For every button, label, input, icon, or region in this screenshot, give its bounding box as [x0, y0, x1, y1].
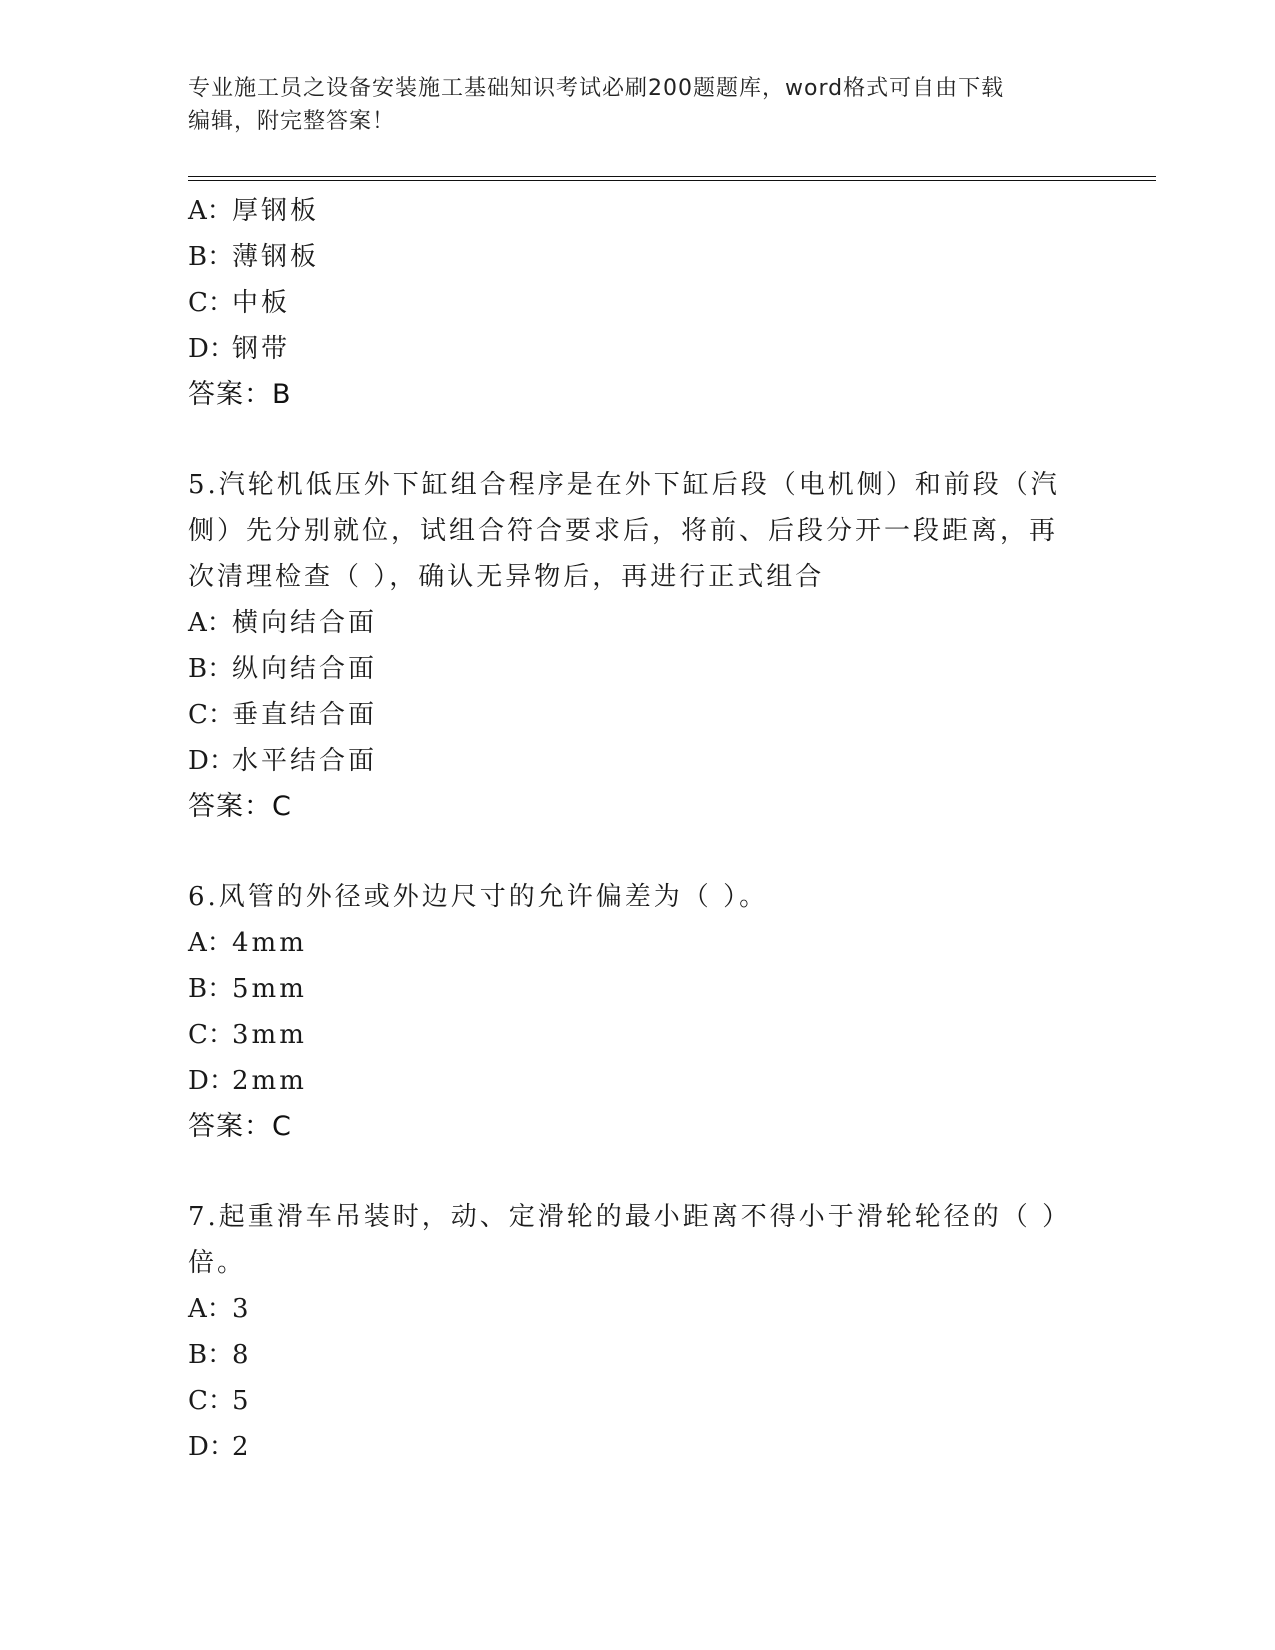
- option-b: [188, 234, 1088, 280]
- option-a: [188, 920, 1088, 966]
- option-key: D：: [188, 1066, 235, 1096]
- option-text: 钢带: [232, 334, 291, 364]
- option-key: A：: [188, 196, 233, 226]
- option-key: D：: [188, 334, 235, 364]
- option-text: 垂直结合面: [232, 700, 378, 730]
- question-5: [188, 462, 1088, 830]
- option-text: 纵向结合面: [232, 654, 378, 684]
- option-d: [188, 1058, 1088, 1104]
- option-c: [188, 1378, 1088, 1424]
- option-text: 2mm: [232, 1066, 307, 1096]
- question-text-line: 次清理检查（ ），确认无异物后，再进行正式组合: [188, 562, 825, 592]
- option-key: C：: [188, 1386, 234, 1416]
- header-rule-bottom: [188, 180, 1156, 181]
- header-line-1: 专业施工员之设备安装施工基础知识考试必刷200题题库，word格式可自由下载: [188, 76, 1005, 101]
- option-b: [188, 966, 1088, 1012]
- option-key: A：: [188, 608, 233, 638]
- document-header: [188, 72, 1088, 138]
- option-key: C：: [188, 700, 234, 730]
- option-text: 8: [232, 1340, 252, 1370]
- answer-line: 答案：B: [188, 379, 292, 410]
- option-text: 4mm: [232, 928, 307, 958]
- option-key: D：: [188, 1432, 235, 1462]
- option-key: B：: [188, 242, 234, 272]
- option-key: C：: [188, 1020, 234, 1050]
- option-c: [188, 1012, 1088, 1058]
- option-key: D：: [188, 746, 235, 776]
- option-c: [188, 692, 1088, 738]
- question-text-line: 侧）先分别就位，试组合符合要求后，将前、后段分开一段距离，再: [188, 516, 1059, 546]
- option-a: [188, 1286, 1088, 1332]
- option-key: A：: [188, 928, 233, 958]
- option-key: B：: [188, 1340, 234, 1370]
- answer-line: 答案：C: [188, 1111, 292, 1142]
- option-c: [188, 280, 1088, 326]
- option-text: 5mm: [232, 974, 307, 1004]
- header-rule-top: [188, 176, 1156, 177]
- option-a: [188, 600, 1088, 646]
- option-text: 3: [232, 1294, 252, 1324]
- option-text: 2: [232, 1432, 252, 1462]
- answer-line: 答案：C: [188, 791, 292, 822]
- question-text-line: 7.起重滑车吊装时，动、定滑轮的最小距离不得小于滑轮轮径的（ ）: [188, 1202, 1072, 1232]
- option-key: B：: [188, 974, 234, 1004]
- header-line-2: 编辑，附完整答案！: [188, 109, 396, 134]
- option-key: C：: [188, 288, 234, 318]
- option-d: [188, 326, 1088, 372]
- option-d: [188, 1424, 1088, 1470]
- question-4: [188, 188, 1088, 418]
- option-text: 厚钢板: [232, 196, 320, 226]
- option-text: 横向结合面: [232, 608, 378, 638]
- option-key: B：: [188, 654, 234, 684]
- option-a: [188, 188, 1088, 234]
- question-text-line: 5.汽轮机低压外下缸组合程序是在外下缸后段（电机侧）和前段（汽: [188, 470, 1060, 500]
- option-b: [188, 1332, 1088, 1378]
- option-b: [188, 646, 1088, 692]
- option-text: 水平结合面: [232, 746, 378, 776]
- option-text: 5: [232, 1386, 252, 1416]
- question-text-line: 6.风管的外径或外边尺寸的允许偏差为（ ）。: [188, 882, 769, 912]
- option-text: 中板: [232, 288, 291, 318]
- option-text: 3mm: [232, 1020, 307, 1050]
- question-text-line: 倍。: [188, 1248, 247, 1278]
- option-d: [188, 738, 1088, 784]
- question-7: [188, 1194, 1088, 1470]
- option-text: 薄钢板: [232, 242, 320, 272]
- question-6: [188, 874, 1088, 1150]
- option-key: A：: [188, 1294, 233, 1324]
- question-list: [188, 188, 1088, 1470]
